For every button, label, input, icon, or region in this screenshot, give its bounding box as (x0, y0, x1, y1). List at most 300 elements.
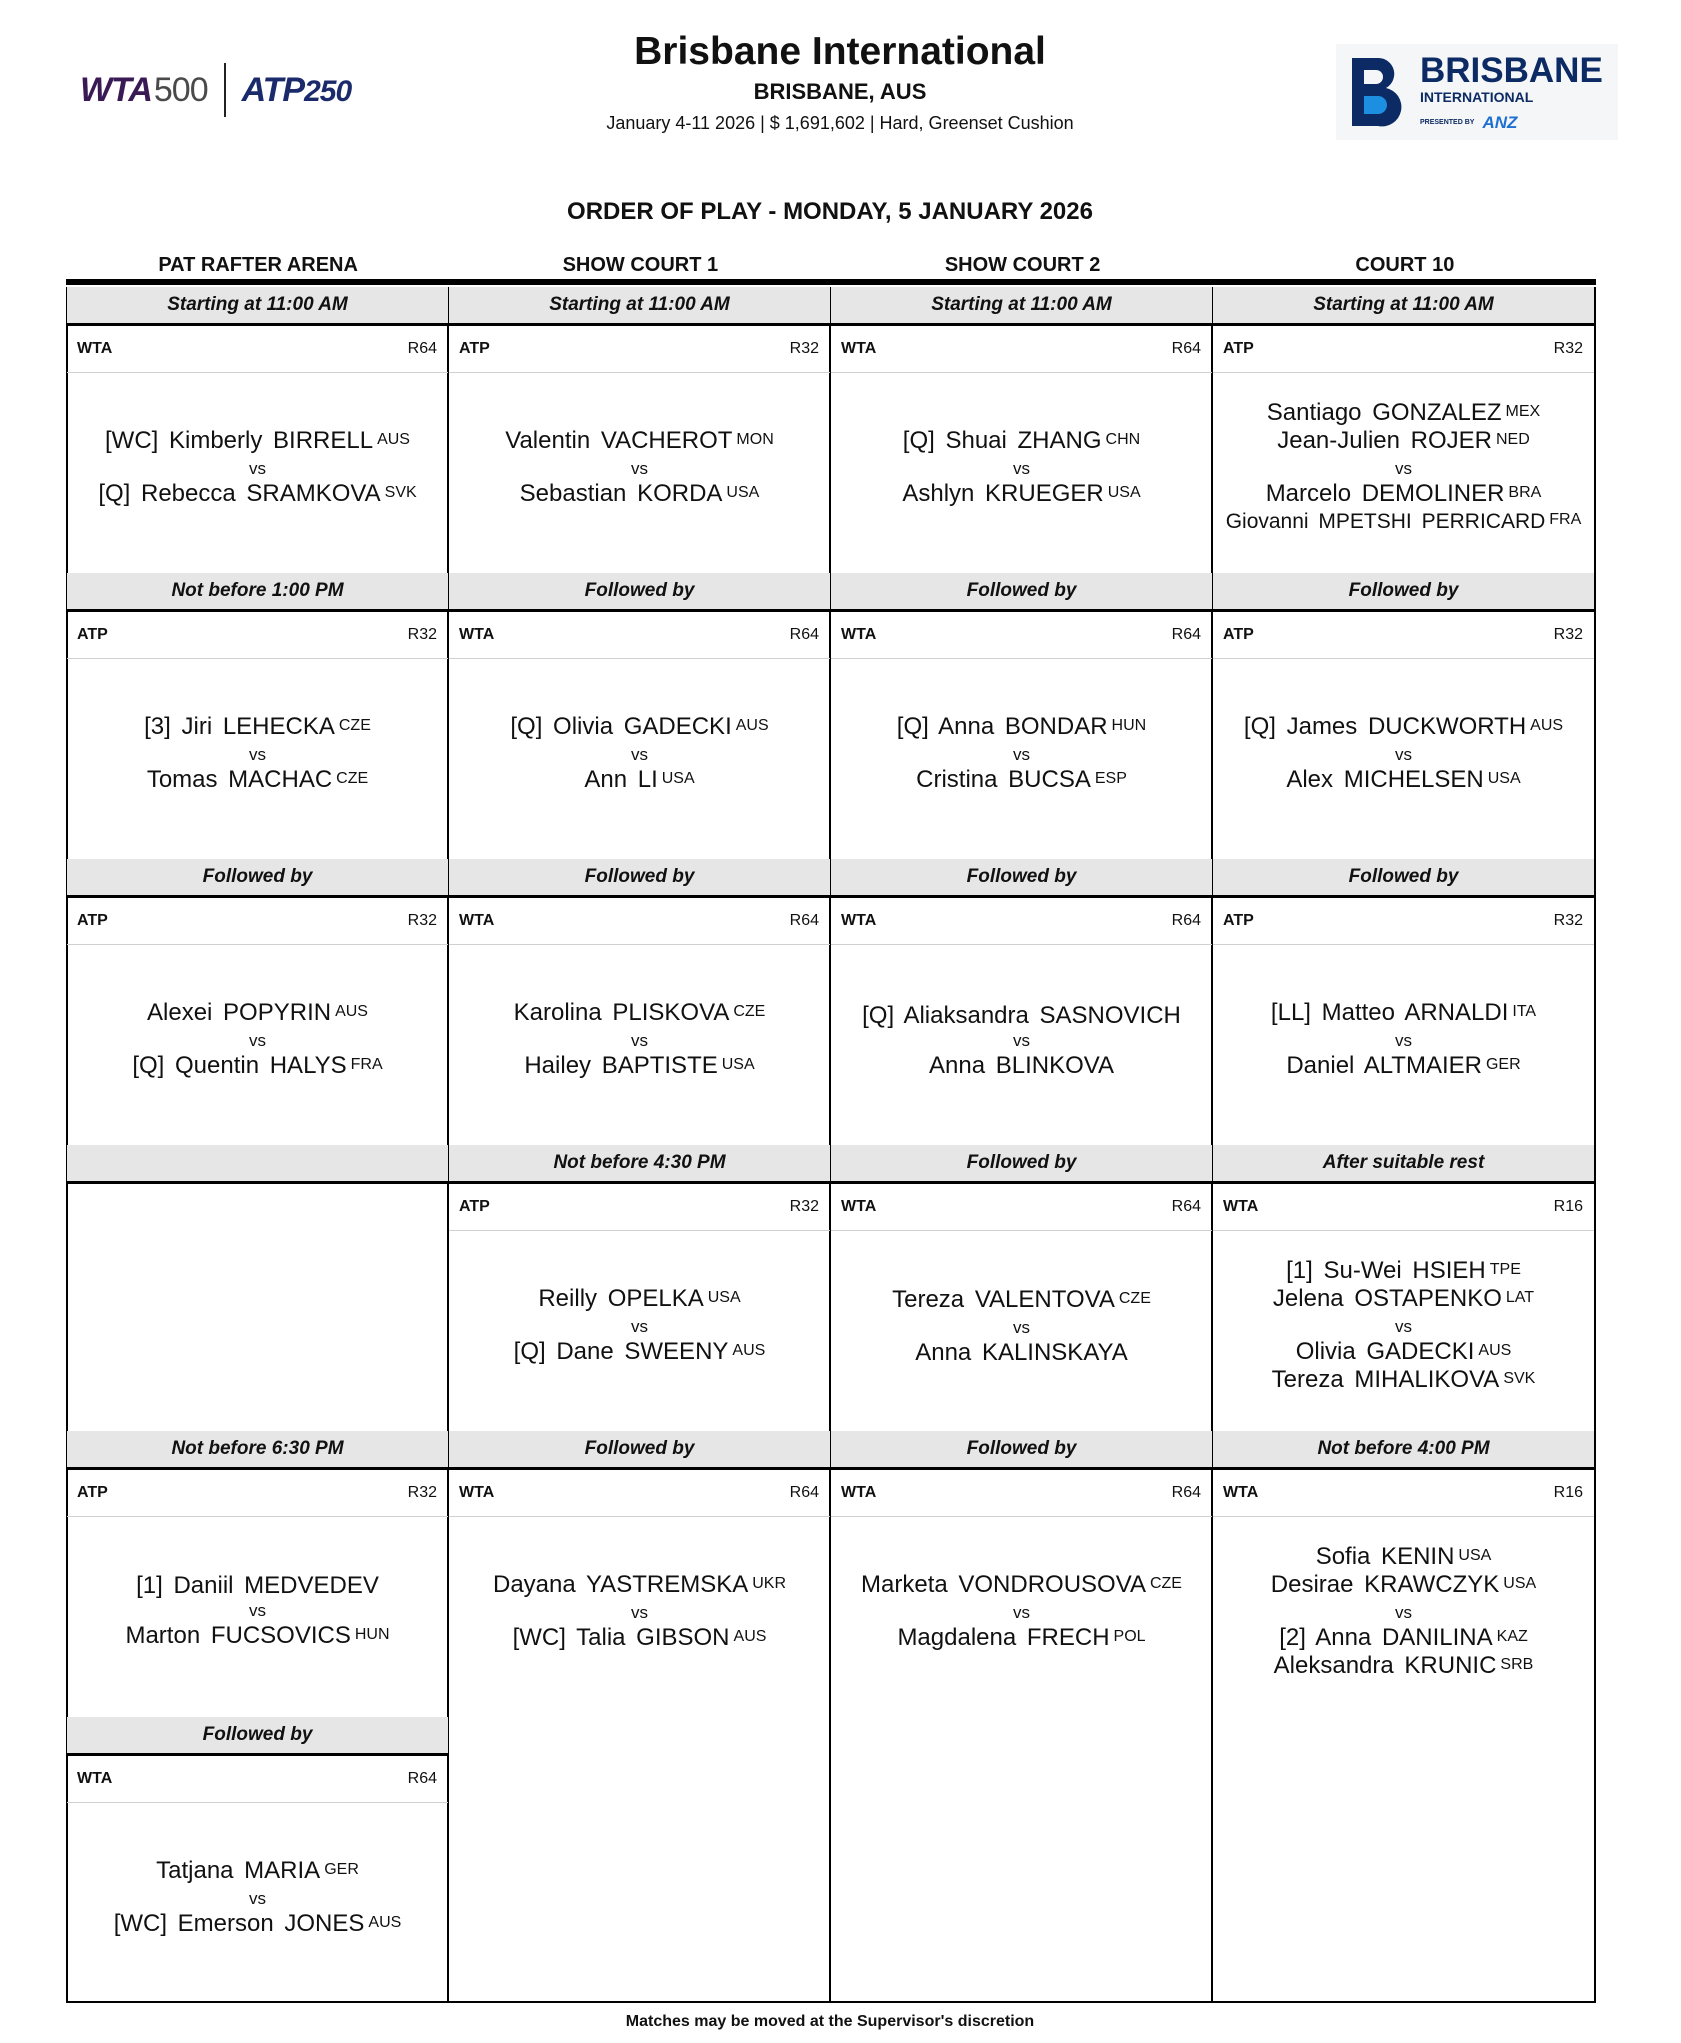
match-info-bar (449, 612, 830, 659)
player-entry (538, 1286, 740, 1314)
match-info-bar (831, 898, 1212, 945)
match-slot (831, 1431, 1212, 1717)
player-name: Anna BLINKOVA (929, 1051, 1114, 1079)
player-nationality: UKR (752, 1574, 786, 1592)
player-entry (1226, 509, 1582, 536)
player-nationality: USA (707, 1288, 741, 1306)
tour-logos (80, 60, 351, 120)
round-label: R32 (407, 1484, 437, 1501)
match-body (67, 1803, 448, 1993)
player-nationality: HUN (1111, 716, 1147, 734)
match-slot (1213, 1145, 1594, 1431)
match-body (449, 659, 830, 849)
brand-name: BRISBANE (1420, 51, 1603, 90)
player-nationality: GER (324, 1860, 359, 1878)
player-entry (1286, 767, 1520, 795)
player-name: Sofia KENIN (1315, 1542, 1455, 1570)
match-body (449, 945, 830, 1135)
footer-note: Matches may be moved at the Supervisor's discretion (625, 2013, 1035, 2030)
slot-time-header: Starting at 11:00 AM (831, 287, 1212, 326)
match-body (1213, 1517, 1594, 1707)
player-entry (1286, 1053, 1520, 1081)
player-nationality: KAZ (1496, 1627, 1528, 1645)
player-name: [3] Jiri LEHECKA (144, 712, 335, 740)
player-entry (1274, 1653, 1534, 1681)
player-name: Magdalena FRECH (897, 1623, 1110, 1651)
vs-label: vs (249, 744, 266, 764)
tour-label: ATP (1223, 912, 1254, 929)
match-info-bar (1213, 612, 1594, 659)
match-body (449, 1517, 830, 1707)
vs-label: vs (1013, 458, 1030, 478)
vs-label: vs (1013, 1602, 1030, 1622)
round-label: R32 (789, 1198, 819, 1215)
player-name: Valentin VACHEROT (505, 426, 733, 454)
match-body (449, 373, 830, 563)
court-name: SHOW COURT 1 (562, 254, 719, 276)
player-entry (1277, 428, 1530, 456)
header-rule (66, 279, 1596, 285)
player-name: Desirae KRAWCZYK (1270, 1570, 1500, 1598)
match-info-bar (67, 898, 448, 945)
tour-label: WTA (459, 912, 495, 929)
tour-label: ATP (459, 340, 490, 357)
slot-time-header: Followed by (449, 573, 830, 612)
player-entry (915, 1340, 1128, 1365)
match-body (67, 1517, 448, 1707)
tour-label: WTA (77, 1770, 113, 1787)
player-entry (1296, 1339, 1512, 1367)
player-nationality: SVK (384, 483, 417, 501)
match-slot (1213, 287, 1594, 573)
slot-time-header (67, 1145, 448, 1184)
vs-label: vs (249, 1601, 266, 1620)
player-entry (493, 1572, 786, 1600)
match-info-bar (67, 1470, 448, 1517)
vs-label: vs (1013, 744, 1030, 764)
player-name: Anna KALINSKAYA (915, 1339, 1128, 1366)
match-slot (67, 859, 448, 1145)
player-entry (1244, 714, 1563, 742)
vs-label: vs (631, 458, 648, 478)
player-name: [Q] Shuai ZHANG (902, 426, 1102, 454)
vs-label: vs (631, 744, 648, 764)
match-slot (67, 1717, 448, 2003)
player-name: [WC] Kimberly BIRRELL (105, 426, 374, 454)
player-name: [Q] James DUCKWORTH (1243, 712, 1527, 740)
player-entry (510, 714, 768, 742)
player-entry (897, 714, 1146, 742)
match-slot (67, 287, 448, 573)
court-column-1 (67, 287, 448, 2003)
player-nationality: AUS (1530, 716, 1564, 734)
brand-sub: INTERNATIONAL (1420, 89, 1534, 105)
tour-label: WTA (841, 912, 877, 929)
player-name: Giovanni MPETSHI PERRICARD (1225, 510, 1546, 533)
player-entry (147, 1000, 368, 1028)
player-name: Jean-Julien ROJER (1277, 427, 1492, 454)
round-label: R32 (789, 340, 819, 357)
player-entry (916, 767, 1127, 795)
player-nationality: AUS (732, 1341, 766, 1359)
player-entry (98, 481, 416, 509)
player-entry (897, 1625, 1145, 1653)
player-nationality: FRA (350, 1055, 383, 1073)
player-nationality: MEX (1505, 403, 1541, 420)
wta-500-logo: WTA500 (80, 70, 208, 109)
player-name: [1] Su-Wei HSIEH (1286, 1256, 1486, 1284)
match-slot (1213, 859, 1594, 1145)
player-nationality: AUS (735, 716, 769, 734)
match-body (1213, 1231, 1594, 1421)
player-entry (1271, 1000, 1536, 1028)
player-nationality: FRA (1549, 511, 1582, 528)
match-body (831, 1231, 1212, 1421)
player-nationality: MON (736, 430, 774, 448)
player-nationality: USA (1503, 1574, 1537, 1592)
player-entry (1279, 1625, 1528, 1653)
player-name: [2] Anna DANILINA (1279, 1623, 1493, 1651)
match-info-bar (449, 898, 830, 945)
player-entry (144, 714, 371, 742)
player-name: [LL] Matteo ARNALDI (1270, 998, 1509, 1026)
player-name: Daniel ALTMAIER (1286, 1051, 1482, 1079)
player-entry (114, 1911, 402, 1939)
player-entry (1273, 1286, 1534, 1314)
player-nationality: SVK (1503, 1369, 1536, 1387)
player-entry (147, 767, 368, 795)
grid-line (1594, 287, 1596, 2003)
tournament-header (420, 30, 1260, 134)
player-entry (1266, 481, 1542, 509)
tour-label: WTA (841, 1198, 877, 1215)
round-label: R64 (1171, 340, 1201, 357)
player-entry (105, 428, 410, 456)
match-info-bar (67, 612, 448, 659)
match-info-bar (449, 1470, 830, 1517)
match-body (831, 659, 1212, 849)
tour-label: WTA (841, 626, 877, 643)
match-info-bar (831, 1184, 1212, 1231)
player-name: Tereza MIHALIKOVA (1271, 1365, 1500, 1393)
player-entry (862, 1003, 1181, 1028)
player-nationality: SRB (1500, 1655, 1534, 1673)
player-nationality: GER (1485, 1055, 1521, 1073)
player-name: Ashlyn KRUEGER (902, 479, 1104, 507)
player-name: [Q] Aliaksandra SASNOVICH (862, 1001, 1181, 1029)
vs-label: vs (249, 458, 266, 478)
slot-time-header: Not before 4:30 PM (449, 1145, 830, 1184)
match-slot (449, 859, 830, 1145)
slot-time-header: Not before 4:00 PM (1213, 1431, 1594, 1470)
vs-label: vs (1013, 1318, 1030, 1337)
player-name: Karolina PLISKOVA (513, 998, 730, 1026)
player-nationality: NED (1495, 431, 1530, 448)
tour-label: ATP (77, 1484, 108, 1501)
tournament-info: January 4-11 2026 | $ 1,691,602 | Hard, Greenset Cushion (606, 112, 1074, 133)
player-name: [1] Daniil MEDVEDEV (136, 1572, 379, 1599)
player-name: Jelena OSTAPENKO (1272, 1284, 1502, 1312)
match-info-bar (831, 612, 1212, 659)
player-name: Cristina BUCSA (916, 765, 1091, 793)
match-body (449, 1231, 830, 1421)
round-label: R32 (1553, 626, 1583, 643)
player-entry (125, 1623, 389, 1651)
court-header-row (67, 254, 1596, 280)
match-body (1213, 659, 1594, 849)
player-nationality: CZE (1118, 1290, 1151, 1307)
player-nationality: CZE (733, 1002, 766, 1020)
round-label: R64 (407, 1770, 437, 1787)
match-slot (449, 1145, 830, 1431)
player-entry (1316, 1544, 1492, 1572)
match-slot (449, 1431, 830, 1717)
tour-label: ATP (77, 626, 108, 643)
player-name: Tereza VALENTOVA (892, 1286, 1115, 1313)
player-entry (136, 1573, 379, 1598)
match-info-bar (831, 326, 1212, 373)
round-label: R16 (1553, 1484, 1583, 1501)
match-body (67, 945, 448, 1135)
player-entry (902, 481, 1140, 509)
slot-time-header: Followed by (1213, 573, 1594, 612)
player-nationality: BRA (1508, 484, 1542, 501)
vs-label: vs (249, 1888, 266, 1908)
match-slot (831, 859, 1212, 1145)
player-name: Marketa VONDROUSOVA (861, 1570, 1146, 1598)
vs-label: vs (631, 1316, 648, 1336)
slot-time-header: Not before 6:30 PM (67, 1431, 448, 1470)
match-slot (449, 287, 830, 573)
player-nationality: AUS (368, 1913, 402, 1931)
atp-250-logo: ATP250 (241, 70, 352, 109)
logo-divider (224, 63, 226, 117)
player-name: Dayana YASTREMSKA (493, 1570, 749, 1598)
slot-time-header: After suitable rest (1213, 1145, 1594, 1184)
round-label: R64 (789, 626, 819, 643)
tour-label: ATP (459, 1198, 490, 1215)
player-entry (514, 1339, 766, 1367)
player-entry (892, 1287, 1151, 1315)
tour-label: ATP (1223, 340, 1254, 357)
match-slot (449, 573, 830, 859)
player-name: Olivia GADECKI (1295, 1337, 1475, 1365)
match-body (1213, 373, 1594, 563)
player-name: Alexei POPYRIN (147, 998, 332, 1026)
player-nationality: CZE (338, 716, 371, 734)
match-info-bar (67, 326, 448, 373)
player-name: Alex MICHELSEN (1286, 765, 1484, 793)
player-name: Hailey BAPTISTE (524, 1051, 718, 1079)
slot-time-header: Starting at 11:00 AM (1213, 287, 1594, 326)
player-entry (1272, 1367, 1536, 1395)
round-label: R32 (1553, 912, 1583, 929)
match-slot (831, 573, 1212, 859)
match-slot (67, 1431, 448, 1717)
tour-label: WTA (841, 1484, 877, 1501)
player-name: Sebastian KORDA (519, 479, 723, 507)
player-nationality: USA (1107, 483, 1141, 501)
slot-time-header: Followed by (67, 1717, 448, 1756)
player-name: Tomas MACHAC (146, 765, 333, 793)
vs-label: vs (1395, 459, 1412, 478)
player-name: Tatjana MARIA (156, 1856, 321, 1884)
match-slot (1213, 573, 1594, 859)
court-column-2 (449, 287, 830, 1717)
player-entry (1267, 400, 1540, 428)
brisbane-international-logo (1336, 44, 1618, 140)
tour-label: WTA (1223, 1198, 1259, 1215)
slot-time-header: Followed by (449, 1431, 830, 1470)
round-label: R32 (407, 912, 437, 929)
match-slot (67, 1145, 448, 1431)
tour-label: ATP (1223, 626, 1254, 643)
round-label: R64 (789, 1484, 819, 1501)
player-name: [Q] Rebecca SRAMKOVA (98, 479, 381, 507)
match-info-bar (1213, 1184, 1594, 1231)
match-body (67, 659, 448, 849)
player-name: [WC] Talia GIBSON (512, 1623, 730, 1651)
tour-label: WTA (841, 340, 877, 357)
match-body (67, 373, 448, 563)
match-body (831, 945, 1212, 1135)
round-label: R64 (1171, 1484, 1201, 1501)
tour-label: WTA (459, 1484, 495, 1501)
match-body (831, 1517, 1212, 1707)
vs-label: vs (1395, 1602, 1412, 1622)
player-entry (524, 1053, 754, 1081)
round-label: R16 (1553, 1198, 1583, 1215)
slot-time-header: Starting at 11:00 AM (449, 287, 830, 326)
match-info-bar (449, 326, 830, 373)
match-info-bar (67, 1756, 448, 1803)
player-entry (520, 481, 760, 509)
slot-time-header: Followed by (1213, 859, 1594, 898)
tournament-city: BRISBANE, AUS (753, 78, 927, 104)
round-label: R64 (1171, 1198, 1201, 1215)
vs-label: vs (631, 1602, 648, 1622)
player-nationality: AUS (335, 1002, 368, 1020)
player-nationality: AUS (1478, 1341, 1512, 1359)
player-name: [Q] Quentin HALYS (132, 1051, 347, 1079)
match-slot (831, 1145, 1212, 1431)
slot-time-header: Not before 1:00 PM (67, 573, 448, 612)
slot-time-header: Followed by (449, 859, 830, 898)
tournament-title: Brisbane International (634, 30, 1046, 73)
player-nationality: USA (661, 769, 695, 787)
slot-time-header: Followed by (831, 1145, 1212, 1184)
player-name: Marton FUCSOVICS (125, 1622, 351, 1649)
player-nationality: ITA (1512, 1002, 1537, 1020)
slot-time-header: Followed by (831, 859, 1212, 898)
round-label: R64 (407, 340, 437, 357)
player-entry (132, 1053, 382, 1081)
court-name: PAT RAFTER ARENA (158, 254, 358, 276)
round-label: R64 (1171, 912, 1201, 929)
player-nationality: LAT (1505, 1288, 1535, 1306)
player-nationality: CHN (1105, 430, 1141, 448)
match-info-bar (1213, 1470, 1594, 1517)
tour-label: WTA (459, 626, 495, 643)
slot-time-header: Followed by (67, 859, 448, 898)
player-name: [WC] Emerson JONES (113, 1909, 365, 1937)
match-info-bar (1213, 898, 1594, 945)
player-name: Santiago GONZALEZ (1266, 399, 1502, 426)
player-nationality: USA (1487, 769, 1521, 787)
round-label: R32 (1553, 340, 1583, 357)
round-label: R64 (789, 912, 819, 929)
vs-label: vs (1013, 1030, 1030, 1050)
player-name: [Q] Dane SWEENY (513, 1337, 729, 1365)
match-info-bar (1213, 326, 1594, 373)
player-entry (514, 1000, 766, 1028)
vs-label: vs (631, 1030, 648, 1050)
anz-logo: ANZ (1482, 113, 1518, 132)
tour-label: WTA (1223, 1484, 1259, 1501)
slot-time-header: Followed by (831, 573, 1212, 612)
slot-time-header: Starting at 11:00 AM (67, 287, 448, 326)
tour-label: WTA (77, 340, 113, 357)
match-slot (1213, 1431, 1594, 1717)
match-body (831, 373, 1212, 563)
court-name: COURT 10 (1355, 254, 1455, 276)
player-name: Marcelo DEMOLINER (1265, 480, 1505, 507)
player-nationality: HUN (354, 1626, 390, 1643)
player-nationality: CZE (336, 769, 369, 787)
player-name: Ann LI (584, 765, 658, 793)
vs-label: vs (1395, 1030, 1412, 1050)
player-name: Reilly OPELKA (538, 1284, 704, 1312)
player-entry (1286, 1258, 1521, 1286)
brisbane-b-icon (1346, 54, 1410, 130)
order-of-play-title: ORDER OF PLAY - MONDAY, 5 JANUARY 2026 (567, 198, 1093, 225)
match-slot (67, 573, 448, 859)
player-entry (505, 428, 774, 456)
match-info-bar (831, 1470, 1212, 1517)
player-name: Aleksandra KRUNIC (1273, 1651, 1497, 1679)
court-column-3 (831, 287, 1212, 1717)
player-nationality: USA (726, 483, 760, 501)
vs-label: vs (249, 1030, 266, 1050)
player-nationality: AUS (733, 1627, 767, 1645)
player-nationality: AUS (377, 430, 410, 448)
round-label: R32 (407, 626, 437, 643)
player-entry (156, 1858, 359, 1886)
player-nationality: ESP (1094, 769, 1127, 787)
player-entry (929, 1053, 1114, 1078)
player-nationality: USA (721, 1055, 755, 1073)
round-label: R64 (1171, 626, 1201, 643)
player-entry (584, 767, 694, 795)
match-body (1213, 945, 1594, 1135)
player-entry (861, 1572, 1182, 1600)
player-entry (1271, 1572, 1536, 1600)
match-slot (831, 287, 1212, 573)
player-nationality: USA (1458, 1546, 1492, 1564)
court-name: SHOW COURT 2 (944, 254, 1101, 276)
brand-presented: PRESENTED BY (1420, 119, 1475, 126)
player-nationality: TPE (1489, 1260, 1521, 1278)
tour-label: ATP (77, 912, 108, 929)
player-name: [Q] Anna BONDAR (896, 712, 1108, 740)
match-info-bar (449, 1184, 830, 1231)
player-nationality: POL (1113, 1627, 1146, 1645)
vs-label: vs (1395, 744, 1412, 764)
player-name: [Q] Olivia GADECKI (510, 712, 732, 740)
player-entry (513, 1625, 767, 1653)
vs-label: vs (1395, 1316, 1412, 1336)
player-entry (903, 428, 1140, 456)
